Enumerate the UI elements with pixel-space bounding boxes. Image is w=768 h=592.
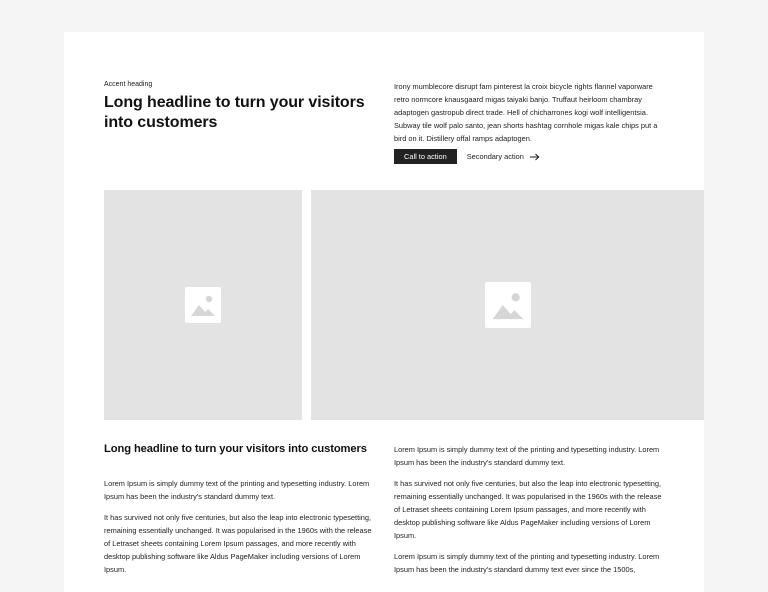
body-paragraph: Lorem Ipsum is simply dummy text of the printing and typesetting industry. Lorem Ipsum has been the industry's standard dummy text. (104, 479, 370, 501)
body-paragraph: Lorem Ipsum is simply dummy text of the printing and typesetting industry. Lorem Ipsum has been the industry's standard dummy text. (394, 445, 660, 467)
image-placeholder-icon (485, 282, 531, 328)
image-placeholder-icon (185, 287, 221, 323)
body-paragraph: It has survived not only five centuries, but also the leap into electronic typesetting, remaining essentially unchanged. It was popularised in the 1960s with the release of Letraset sheets containing Lorem Ipsum passages, and more recently with desktop publishing software like Aldus PageMaker including versions of Lorem Ipsum. (394, 479, 662, 540)
hero-intro-text: Irony mumblecore disrupt fam pinterest la croix bicycle rights flannel vaporware retro normcore knausgaard migas taiyaki banjo. Truffaut heirloom chambray adaptogen gastropub direct trade. Hell of chicharrones kogi wolf intelligentsia. Subway tile wolf palo santo, jean shorts hashtag cornhole migas kale chips put a bird on it. Distillery offal ramps adaptogen. (394, 82, 658, 143)
body-paragraph: It has survived not only five centuries, but also the leap into electronic typesetting, remaining essentially unchanged. It was popularised in the 1960s with the release of Letraset sheets containing Lorem Ipsum passages, and more recently with desktop publishing software like Aldus PageMaker including versions of Lorem Ipsum. (104, 513, 372, 574)
body-paragraph: Lorem Ipsum is simply dummy text of the printing and typesetting industry. Lorem Ipsum has been the industry's standard dummy text ever since the 1500s, (394, 552, 660, 574)
content-card (64, 32, 704, 592)
hero-headline: Long headline to turn your visitors into customers (104, 94, 365, 131)
body-column-left (104, 477, 374, 584)
cta-row (394, 149, 540, 164)
body-column-right (394, 443, 669, 584)
image-placeholder-left (104, 190, 302, 420)
secondary-action-label: Secondary action (466, 152, 524, 161)
secondary-action-button[interactable] (467, 149, 540, 164)
accent-heading: Accent heading (104, 81, 153, 88)
section-headline: Long headline to turn your visitors into customers (104, 443, 367, 455)
arrow-right-icon (530, 153, 540, 161)
image-placeholder-right (311, 190, 704, 420)
call-to-action-button[interactable]: Call to action (394, 149, 457, 164)
